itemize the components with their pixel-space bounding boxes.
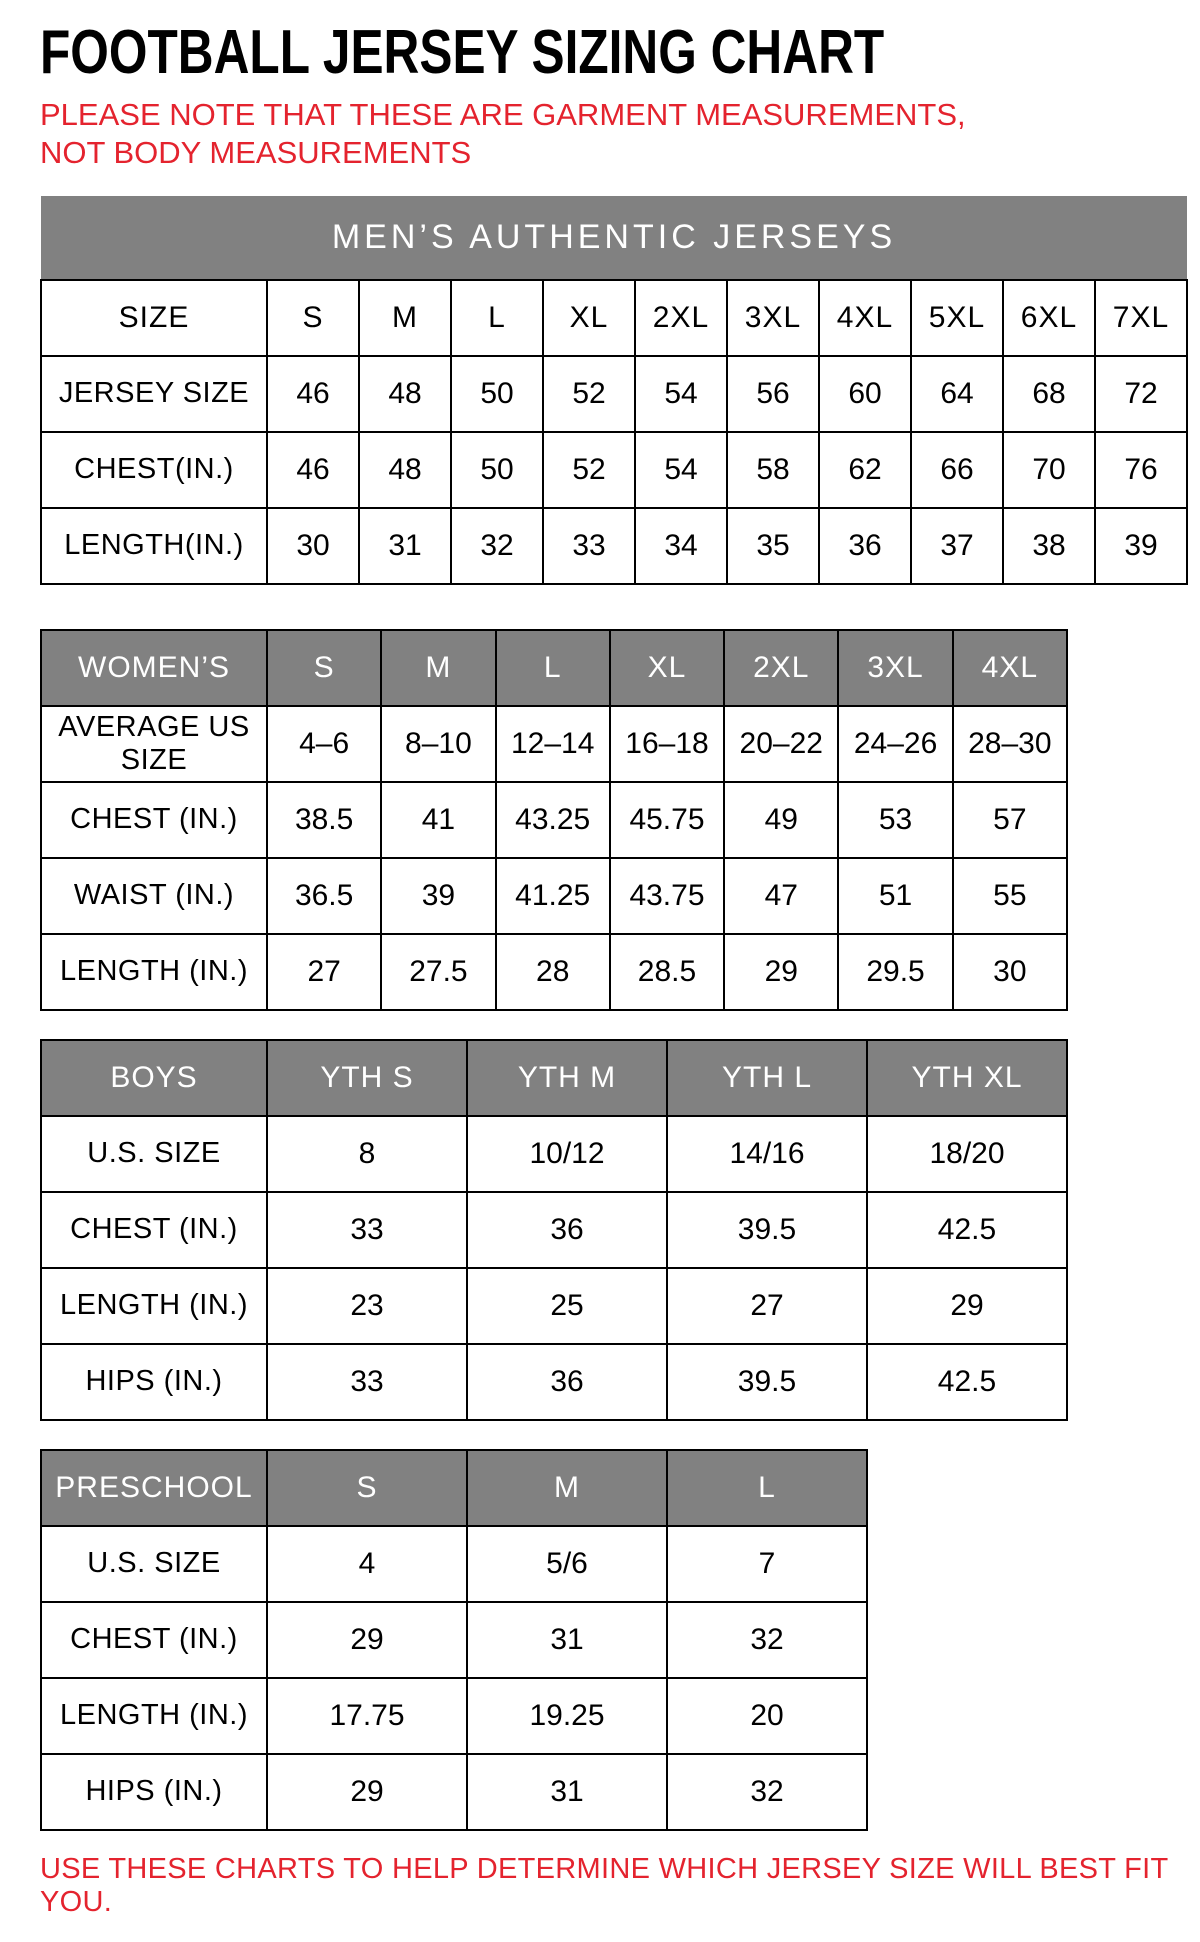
header-cell: 2XL [724,630,838,706]
table-womens [40,629,1200,1011]
header-cell: M [381,630,495,706]
row-label: CHEST (IN.) [41,782,267,858]
header-cell: YTH XL [867,1040,1067,1116]
header-cell: S [267,280,359,356]
data-cell: 30 [267,508,359,584]
measurement-note: PLEASE NOTE THAT THESE ARE GARMENT MEASUREMENTS, NOT BODY MEASUREMENTS [40,97,966,170]
data-cell: 48 [359,432,451,508]
data-cell: 25 [467,1268,667,1344]
data-cell: 29 [267,1602,467,1678]
header-cell: 2XL [635,280,727,356]
data-cell: 27 [267,934,381,1010]
header-cell: 4XL [819,280,911,356]
data-cell: 45.75 [610,782,724,858]
preschool-table [40,1449,868,1831]
data-cell: 31 [467,1754,667,1830]
womens-table [40,629,1068,1011]
data-cell: 24–26 [838,706,952,782]
row-label: LENGTH (IN.) [41,1268,267,1344]
data-cell: 41 [381,782,495,858]
table-row [41,1344,1067,1420]
data-cell: 4 [267,1526,467,1602]
data-cell: 42.5 [867,1192,1067,1268]
data-cell: 33 [267,1344,467,1420]
row-label: U.S. SIZE [41,1526,267,1602]
data-cell: 39.5 [667,1192,867,1268]
table-preschool [40,1449,1200,1831]
data-cell: 76 [1095,432,1187,508]
data-cell: 33 [267,1192,467,1268]
data-cell: 56 [727,356,819,432]
womens-header-row [41,630,1067,706]
preschool-header-row [41,1450,867,1526]
data-cell: 29.5 [838,934,952,1010]
header-cell: M [359,280,451,356]
data-cell: 47 [724,858,838,934]
data-cell: 57 [953,782,1067,858]
row-label: LENGTH (IN.) [41,934,267,1010]
row-label: CHEST (IN.) [41,1602,267,1678]
header-cell: XL [610,630,724,706]
table-row [41,1268,1067,1344]
header-cell: YTH L [667,1040,867,1116]
data-cell: 32 [667,1602,867,1678]
data-cell: 66 [911,432,1003,508]
table-row [41,1602,867,1678]
header-cell: YTH M [467,1040,667,1116]
data-cell: 41.25 [496,858,610,934]
data-cell: 16–18 [610,706,724,782]
data-cell: 20 [667,1678,867,1754]
header-cell: YTH S [267,1040,467,1116]
data-cell: 62 [819,432,911,508]
table-row [41,1678,867,1754]
data-cell: 31 [467,1602,667,1678]
data-cell: 51 [838,858,952,934]
header-cell: 5XL [911,280,1003,356]
header-cell: 7XL [1095,280,1187,356]
row-label: HIPS (IN.) [41,1344,267,1420]
data-cell: 38.5 [267,782,381,858]
row-label: LENGTH (IN.) [41,1678,267,1754]
page-header [40,18,1200,172]
data-cell: 53 [838,782,952,858]
data-cell: 42.5 [867,1344,1067,1420]
data-cell: 54 [635,432,727,508]
data-cell: 32 [451,508,543,584]
data-cell: 4–6 [267,706,381,782]
table-row [41,706,1067,782]
header-cell: 4XL [953,630,1067,706]
data-cell: 39.5 [667,1344,867,1420]
data-cell: 8–10 [381,706,495,782]
table-mens [40,196,1200,585]
data-cell: 14/16 [667,1116,867,1192]
data-cell: 50 [451,432,543,508]
row-label: WAIST (IN.) [41,858,267,934]
row-label: JERSEY SIZE [41,356,267,432]
sizing-tables [40,196,1200,1919]
data-cell: 7 [667,1526,867,1602]
data-cell: 20–22 [724,706,838,782]
data-cell: 46 [267,356,359,432]
data-cell: 72 [1095,356,1187,432]
header-cell: M [467,1450,667,1526]
data-cell: 58 [727,432,819,508]
data-cell: 36 [467,1192,667,1268]
data-cell: 31 [359,508,451,584]
header-cell: SIZE [41,280,267,356]
table-row [41,1754,867,1830]
row-label: AVERAGE US SIZE [41,706,267,782]
header-cell: L [667,1450,867,1526]
data-cell: 18/20 [867,1116,1067,1192]
data-cell: 50 [451,356,543,432]
data-cell: 12–14 [496,706,610,782]
data-cell: 70 [1003,432,1095,508]
data-cell: 29 [724,934,838,1010]
header-cell: 3XL [838,630,952,706]
data-cell: 33 [543,508,635,584]
header-cell: 6XL [1003,280,1095,356]
row-label: CHEST(IN.) [41,432,267,508]
data-cell: 29 [267,1754,467,1830]
data-cell: 28 [496,934,610,1010]
table-row [41,858,1067,934]
mens-header-row [41,280,1187,356]
header-cell: WOMEN’S [41,630,267,706]
boys-header-row [41,1040,1067,1116]
data-cell: 37 [911,508,1003,584]
data-cell: 49 [724,782,838,858]
data-cell: 23 [267,1268,467,1344]
table-row [41,782,1067,858]
row-label: HIPS (IN.) [41,1754,267,1830]
data-cell: 27 [667,1268,867,1344]
data-cell: 28.5 [610,934,724,1010]
data-cell: 34 [635,508,727,584]
header-cell: BOYS [41,1040,267,1116]
data-cell: 68 [1003,356,1095,432]
table-row [41,1116,1067,1192]
data-cell: 39 [1095,508,1187,584]
table-row [41,1192,1067,1268]
data-cell: 60 [819,356,911,432]
table-row [41,356,1187,432]
header-cell: S [267,630,381,706]
data-cell: 46 [267,432,359,508]
header-cell: XL [543,280,635,356]
data-cell: 43.25 [496,782,610,858]
row-label: U.S. SIZE [41,1116,267,1192]
mens-table [40,196,1188,585]
data-cell: 27.5 [381,934,495,1010]
data-cell: 32 [667,1754,867,1830]
footer-note: USE THESE CHARTS TO HELP DETERMINE WHICH JERSEY SIZE WILL BEST FIT YOU. [40,1852,1168,1918]
table-boys [40,1039,1200,1421]
data-cell: 19.25 [467,1678,667,1754]
data-cell: 29 [867,1268,1067,1344]
data-cell: 30 [953,934,1067,1010]
data-cell: 36 [467,1344,667,1420]
data-cell: 55 [953,858,1067,934]
data-cell: 10/12 [467,1116,667,1192]
table-row [41,432,1187,508]
data-cell: 54 [635,356,727,432]
row-label: CHEST (IN.) [41,1192,267,1268]
data-cell: 35 [727,508,819,584]
data-cell: 52 [543,432,635,508]
data-cell: 52 [543,356,635,432]
header-cell: L [496,630,610,706]
table-row [41,508,1187,584]
page-title: FOOTBALL JERSEY SIZING CHART [40,18,885,87]
data-cell: 43.75 [610,858,724,934]
header-cell: L [451,280,543,356]
header-cell: S [267,1450,467,1526]
header-cell: 3XL [727,280,819,356]
data-cell: 8 [267,1116,467,1192]
mens-banner: MEN’S AUTHENTIC JERSEYS [41,196,1187,280]
data-cell: 48 [359,356,451,432]
data-cell: 38 [1003,508,1095,584]
table-row [41,1526,867,1602]
data-cell: 36 [819,508,911,584]
data-cell: 5/6 [467,1526,667,1602]
data-cell: 39 [381,858,495,934]
table-row [41,934,1067,1010]
data-cell: 17.75 [267,1678,467,1754]
data-cell: 64 [911,356,1003,432]
header-cell: PRESCHOOL [41,1450,267,1526]
data-cell: 28–30 [953,706,1067,782]
boys-table [40,1039,1068,1421]
row-label: LENGTH(IN.) [41,508,267,584]
data-cell: 36.5 [267,858,381,934]
